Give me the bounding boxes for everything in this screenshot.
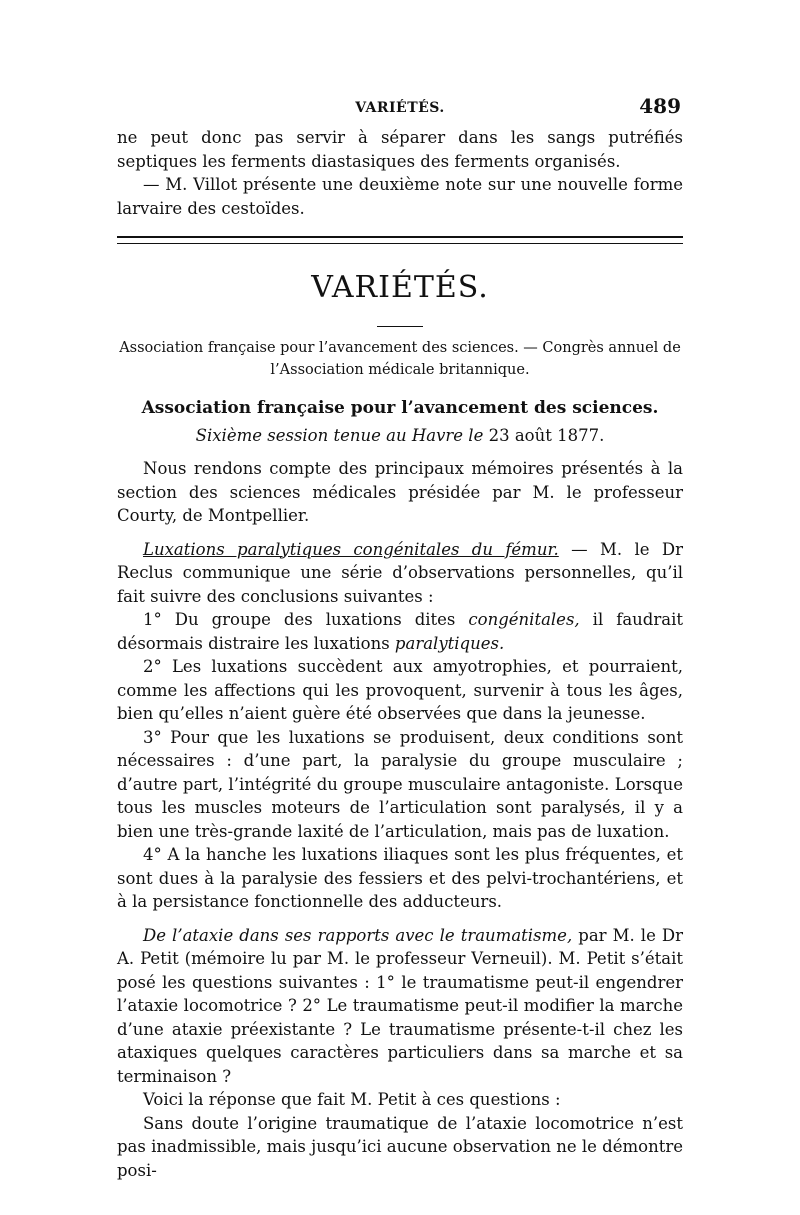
- summary-line-2: l’Association médicale britannique.: [270, 362, 530, 378]
- title-underline: [377, 326, 423, 327]
- luxations-heading: Luxations paralytiques congénitales du fémur.: [143, 539, 559, 559]
- ataxie-heading: De l’ataxie dans ses rapports avec le traumatisme,: [143, 925, 573, 945]
- section-title: VARIÉTÉS.: [311, 270, 489, 305]
- article-subtitle: [117, 424, 683, 447]
- running-head-title: VARIÉTÉS.: [355, 100, 445, 116]
- conclusion-1-italic-1: congénitales,: [468, 610, 580, 629]
- page-number: 489: [639, 94, 681, 118]
- article-subtitle-date: 23 août 1877.: [488, 426, 605, 445]
- conclusion-1-italic-2: paralytiques.: [394, 633, 505, 653]
- luxations-text: — M. le Dr Reclus communique une série d’observations personnelles, qu’il fait suivre des conclusions suivantes :: [117, 539, 683, 606]
- section-summary: [117, 337, 683, 381]
- section-divider: [117, 236, 683, 244]
- running-head: [117, 92, 683, 126]
- paragraph-villot: — M. Villot présente une deuxième note sur une nouvelle forme larvaire des cestoïdes.: [117, 175, 683, 218]
- conclusion-1: [117, 608, 683, 655]
- paragraph-intro: Nous rendons compte des principaux mémoires présentés à la section des sciences médicales présidée par M. le professeur Courty, de Montpellier.: [117, 459, 683, 525]
- ataxie-text: par M. le Dr A. Petit (mémoire lu par M. le professeur Verneuil). M. Petit s’était posé les questions suivantes : 1° le traumatisme peut-il engendrer l’ataxie locomotrice ? 2° Le traumatisme peut-il modifier la marche d’une ataxie préexistante ? Le traumatisme présente-t-il chez les ataxiques quelques caractères particuliers dans sa marche et sa terminaison ?: [117, 925, 684, 1086]
- conclusion-1-mid: il faudrait désormais distraire les luxations: [117, 610, 683, 653]
- conclusion-3: 3° Pour que les luxations se produisent, deux conditions sont nécessaires : d’une part, la paralysie du groupe musculaire ; d’autre part, l’intégrité du groupe musculaire antagoniste. Lorsque tous les muscles moteurs de l’articulation sont paralysés, il y a bien une très-grande laxité de l’articulation, mais pas de luxation.: [117, 727, 683, 841]
- book-page: [117, 92, 683, 1182]
- paragraph-response: Voici la réponse que fait M. Petit à ces questions :: [143, 1090, 561, 1109]
- article-subtitle-italic: Sixième session tenue au Havre le: [195, 426, 484, 445]
- paragraph-ataxie: [117, 924, 683, 1089]
- conclusion-4: 4° A la hanche les luxations iliaques sont les plus fréquentes, et sont dues à la paralysie des fessiers et des pelvi-trochantériens, et à la persistance fonctionnelle des adducteurs.: [117, 845, 683, 911]
- paragraph-continued: ne peut donc pas servir à séparer dans les sangs putréfiés septiques les ferments diastasiques des ferments organisés.: [117, 128, 683, 171]
- paragraph-traumatic-origin: Sans doute l’origine traumatique de l’ataxie locomotrice n’est pas inadmissible, mais jusqu’ici aucune observation ne le démontre posi-: [117, 1113, 683, 1180]
- conclusion-1-pre: 1° Du groupe des luxations dites: [143, 610, 456, 629]
- summary-line-1: Association française pour l’avancement des sciences. — Congrès annuel de: [119, 340, 681, 356]
- paragraph-luxations: [117, 538, 683, 609]
- conclusion-2: 2° Les luxations succèdent aux amyotrophies, et pourraient, comme les affections qui les provoquent, survenir à tous les âges, bien qu’elles n’aient guère été observées que dans la jeunesse.: [117, 657, 683, 723]
- article-title: Association française pour l’avancement des sciences.: [141, 398, 659, 418]
